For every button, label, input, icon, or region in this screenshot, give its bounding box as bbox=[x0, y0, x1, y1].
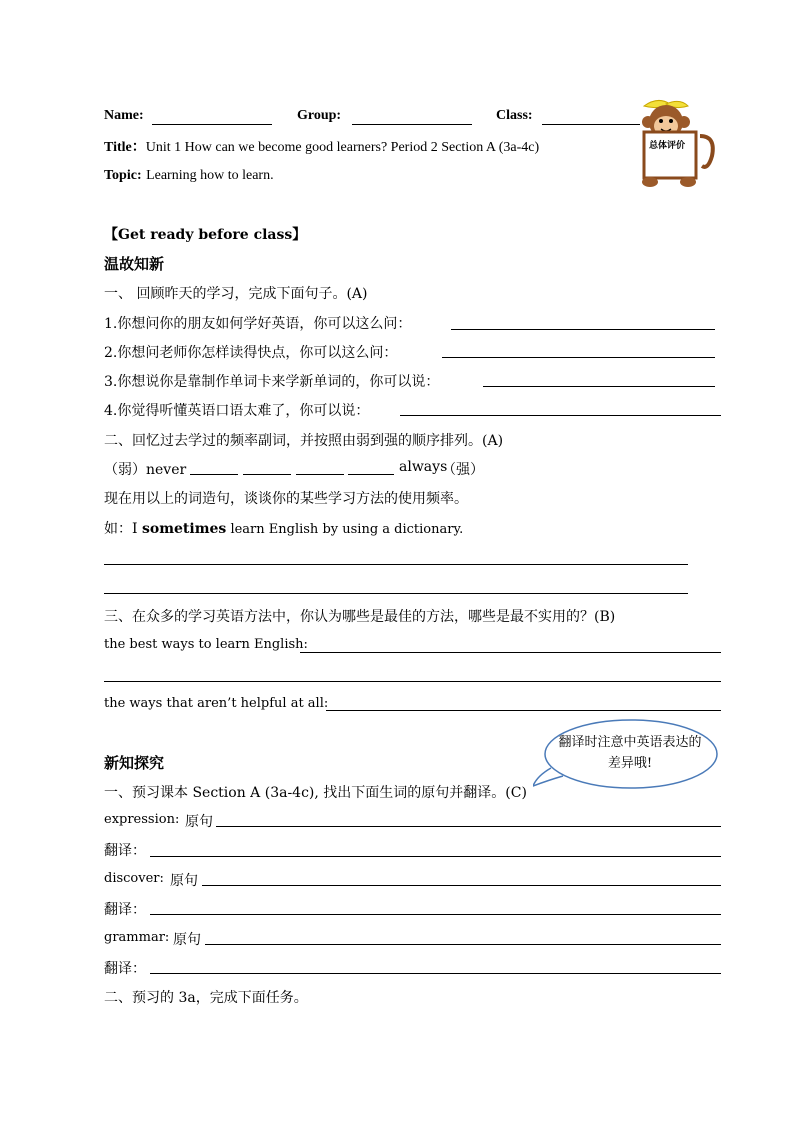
trans-label: 翻译： bbox=[104, 961, 146, 977]
answer-line[interactable] bbox=[483, 386, 715, 387]
answer-line[interactable] bbox=[451, 329, 715, 330]
title-label: Title： bbox=[104, 140, 146, 155]
topic-line bbox=[104, 167, 274, 184]
example-prefix: 如：I bbox=[104, 521, 142, 537]
title-line bbox=[104, 136, 539, 156]
name-field[interactable] bbox=[152, 124, 272, 125]
q2-title: 二、回忆过去学过的频率副词，并按照由弱到强的顺序排列。(A) bbox=[104, 433, 504, 449]
blank-2[interactable] bbox=[243, 474, 291, 475]
blank-3[interactable] bbox=[296, 474, 344, 475]
answer-line[interactable] bbox=[300, 652, 721, 653]
q2-weak: （弱）never bbox=[104, 462, 187, 478]
q3-worst: the ways that aren’t helpful at all: bbox=[104, 696, 329, 711]
class-field[interactable] bbox=[542, 124, 640, 125]
class-label: Class: bbox=[496, 108, 533, 123]
answer-line[interactable] bbox=[150, 856, 721, 857]
q2-always: always bbox=[399, 459, 448, 475]
q2-instruction: 现在用以上的词造句，谈谈你的某些学习方法的使用频率。 bbox=[104, 491, 468, 507]
bubble-text: 翻译时注意中英语表达的差异哦! bbox=[558, 735, 702, 771]
q1-item: 3.你想说你是靠制作单词卡来学新单词的，你可以说： bbox=[104, 374, 440, 390]
q3-title: 三、在众多的学习英语方法中，你认为哪些是最佳的方法，哪些是最不实用的？(B) bbox=[104, 609, 616, 625]
word-label: grammar: bbox=[104, 930, 170, 945]
answer-line[interactable] bbox=[104, 593, 688, 594]
s2-q1-title: 一、预习课本 Section A (3a-4c), 找出下面生词的原句并翻译。(C) bbox=[104, 785, 527, 801]
blank-4[interactable] bbox=[348, 474, 394, 475]
orig-label: 原句 bbox=[173, 932, 201, 948]
name-label: Name: bbox=[104, 108, 144, 123]
q3-best: the best ways to learn English: bbox=[104, 637, 308, 652]
q1-item: 2.你想问老师你怎样读得快点，你可以这么问： bbox=[104, 345, 398, 361]
blank-1[interactable] bbox=[190, 474, 238, 475]
answer-line[interactable] bbox=[326, 710, 721, 711]
answer-line[interactable] bbox=[104, 681, 721, 682]
example-suffix: learn English by using a dictionary. bbox=[226, 522, 464, 537]
group-label: Group: bbox=[297, 108, 342, 123]
section-heading: 【Get ready before class】 bbox=[104, 227, 307, 243]
q1-item: 1.你想问你的朋友如何学好英语，你可以这么问： bbox=[104, 316, 412, 332]
s2-q2-title: 二、预习的 3a，完成下面任务。 bbox=[104, 990, 308, 1006]
word-label: discover: bbox=[104, 871, 164, 886]
title-text: Unit 1 How can we become good learners? Period 2 Section A (3a-4c) bbox=[145, 140, 540, 155]
topic-text: Learning how to learn. bbox=[146, 168, 274, 183]
group-field[interactable] bbox=[352, 124, 472, 125]
trans-label: 翻译： bbox=[104, 902, 146, 918]
q1-item: 4.你觉得听懂英语口语太难了，你可以说： bbox=[104, 403, 370, 419]
answer-line[interactable] bbox=[202, 885, 721, 886]
answer-line[interactable] bbox=[150, 973, 721, 974]
review-subheading: 温故知新 bbox=[104, 255, 165, 273]
q1-title: 一、 回顾昨天的学习，完成下面句子。(A) bbox=[104, 286, 368, 302]
answer-line[interactable] bbox=[400, 415, 721, 416]
example-bold: sometimes bbox=[141, 521, 227, 537]
answer-line[interactable] bbox=[104, 564, 688, 565]
trans-label: 翻译： bbox=[104, 843, 146, 859]
answer-line[interactable] bbox=[442, 357, 715, 358]
badge-text: 总体评价 bbox=[649, 141, 686, 151]
new-knowledge-subheading: 新知探究 bbox=[104, 754, 165, 772]
answer-line[interactable] bbox=[150, 914, 721, 915]
answer-line[interactable] bbox=[205, 944, 721, 945]
answer-line[interactable] bbox=[216, 826, 721, 827]
orig-label: 原句 bbox=[170, 873, 198, 889]
q2-example bbox=[104, 518, 463, 538]
word-label: expression: bbox=[104, 812, 180, 827]
q2-strong: （强） bbox=[442, 462, 484, 478]
topic-label: Topic: bbox=[104, 168, 142, 183]
orig-label: 原句 bbox=[185, 814, 213, 830]
